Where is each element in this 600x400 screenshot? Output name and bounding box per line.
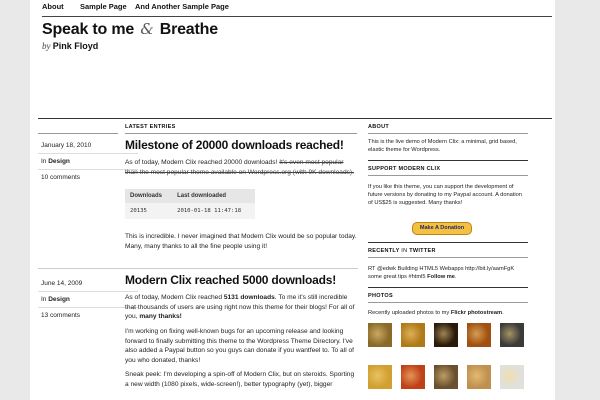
- post-separator: [38, 268, 358, 269]
- post2-category: [38, 291, 138, 307]
- sidebar-tweet: RT @edwk Building HTML5 Webapps http://bit.ly/aamFgK some great tips #html5 Follow me.: [368, 266, 515, 281]
- post2-comments[interactable]: 13 comments: [38, 307, 138, 323]
- flickr-photo[interactable]: [401, 365, 425, 389]
- flickr-photo[interactable]: [500, 365, 524, 389]
- entries-rule: [125, 133, 357, 134]
- flickr-photo[interactable]: [401, 323, 425, 347]
- site-title[interactable]: [42, 20, 218, 39]
- sidebar-twitter-heading: [368, 248, 436, 254]
- table-header-downloads: Downloads: [125, 189, 172, 203]
- sidebar-twitter-rule: [368, 257, 528, 258]
- nav-another-sample-page[interactable]: And Another Sample Page: [135, 2, 229, 11]
- post2-category-link[interactable]: Design: [48, 296, 70, 303]
- flickr-link[interactable]: Flickr photostream: [450, 310, 503, 316]
- page: [30, 0, 555, 400]
- sidebar-photos-rule-top: [368, 287, 528, 288]
- sidebar-support-text: If you like this theme, you can support the development of future versions by donating to my Paypal account. A donation of US$25 is suggested. Many thanks!: [368, 184, 522, 207]
- post1-comments[interactable]: 10 comments: [38, 169, 138, 185]
- post2-p1-bold2: many thanks!: [139, 313, 182, 320]
- nav-sample-page[interactable]: Sample Page: [80, 2, 127, 11]
- post2-p1-bold: 5131 downloads: [223, 294, 275, 301]
- donate-button[interactable]: Make A Donation: [412, 222, 472, 235]
- table-cell-downloads: 20135: [125, 203, 172, 219]
- sidebar-support-rule: [368, 175, 528, 176]
- post2-p1-b: . To me it's still incredible that thousands of users are using right now this theme for their blogs! For all of you,: [125, 294, 355, 320]
- site-title-amp: &: [140, 20, 154, 38]
- sidebar-about-rule: [368, 133, 528, 134]
- post1-category-prefix: In: [41, 158, 47, 165]
- sidebar-photos-rule: [368, 302, 528, 303]
- table-cell-last-downloaded: 2010-01-18 11:47:18: [172, 203, 255, 219]
- sidebar-about-text: This is the live demo of Modern Clix: a minimal, grid based, elastic theme for Wordpress.: [368, 139, 517, 154]
- top-nav: [42, 0, 552, 17]
- post2-date: June 14, 2009: [41, 280, 83, 287]
- post1-paragraph1: [125, 158, 357, 177]
- post2-meta: [38, 276, 138, 323]
- sidebar-photos-heading: PHOTOS: [368, 293, 393, 299]
- post2-paragraph3: Sneak peek: I'm developing a spin-off of Modern Clix, but on steroids. Sporting a new width (1080 pixels, wide-screen!), better typography (yet), bigger: [125, 371, 355, 388]
- twitter-heading-in: IN: [401, 248, 408, 254]
- sidebar-support-heading: SUPPORT MODERN CLIX: [368, 166, 441, 172]
- sidebar-twitter-rule-top: [368, 242, 528, 243]
- downloads-table: [125, 189, 255, 219]
- table-header-last-downloaded: Last downloaded: [172, 189, 255, 203]
- post1-p1-text: As of today, Modern Clix reached 20000 downloads!: [125, 159, 278, 166]
- byline-by: by: [42, 41, 51, 51]
- sidebar-about-heading: ABOUT: [368, 124, 390, 130]
- nav-about[interactable]: About: [42, 2, 64, 11]
- flickr-photo[interactable]: [500, 323, 524, 347]
- flickr-photo[interactable]: [467, 365, 491, 389]
- site-title-right: Breathe: [159, 21, 218, 38]
- site-byline: [42, 41, 98, 51]
- photos-text: Recently uploaded photos to my: [368, 310, 450, 316]
- post1-category: [38, 153, 138, 169]
- post2-p1-a: As of today, Modern Clix reached: [125, 294, 222, 301]
- twitter-heading-b: TWITTER: [409, 248, 436, 254]
- post1-title[interactable]: Milestone of 20000 downloads reached!: [125, 138, 344, 152]
- flickr-photo[interactable]: [368, 323, 392, 347]
- post1-paragraph2: This is incredible. I never imagined that Modern Clix would be so popular today. Many, many thanks to all the fine people using it!: [125, 233, 357, 250]
- latest-entries-heading: LATEST ENTRIES: [125, 124, 176, 130]
- meta-rule: [38, 133, 118, 134]
- follow-me-link[interactable]: Follow me: [427, 274, 455, 281]
- post1-date: January 18, 2010: [41, 142, 92, 149]
- flickr-photo[interactable]: [434, 323, 458, 347]
- byline-author: Pink Floyd: [52, 41, 99, 51]
- site-title-left: Speak to me: [42, 21, 135, 38]
- twitter-heading-a: RECENTLY: [368, 248, 400, 254]
- sidebar-support-rule-top: [368, 160, 528, 161]
- tweet-text: RT @edwk Building HTML5 Webapps http://bit.ly/aamFgK some great tips #html5: [368, 266, 515, 281]
- post1-p1-strike: It's even most popular than the most popular theme available on Wordpress.org (with 9K downloads).: [125, 159, 354, 176]
- post1-category-link[interactable]: Design: [48, 158, 70, 165]
- flickr-photo[interactable]: [434, 365, 458, 389]
- flickr-photo[interactable]: [467, 323, 491, 347]
- post2-paragraph2: I'm working on fixing well-known bugs for an upcoming release and looking forward to finally submitting this theme to the Wordpress Theme Directory. I've also added a Paypal button so you guys can donate if you wantfeel to. To all of you who donated, thanks!: [125, 328, 354, 364]
- flickr-photo[interactable]: [368, 365, 392, 389]
- post1-meta: [38, 138, 138, 185]
- post2-paragraph1: [125, 293, 357, 322]
- post2-category-prefix: In: [41, 296, 47, 303]
- sidebar-photos-text: Recently uploaded photos to my Flickr photostream.: [368, 310, 504, 316]
- content-top-rule: [38, 118, 552, 119]
- post2-title[interactable]: Modern Clix reached 5000 downloads!: [125, 273, 337, 287]
